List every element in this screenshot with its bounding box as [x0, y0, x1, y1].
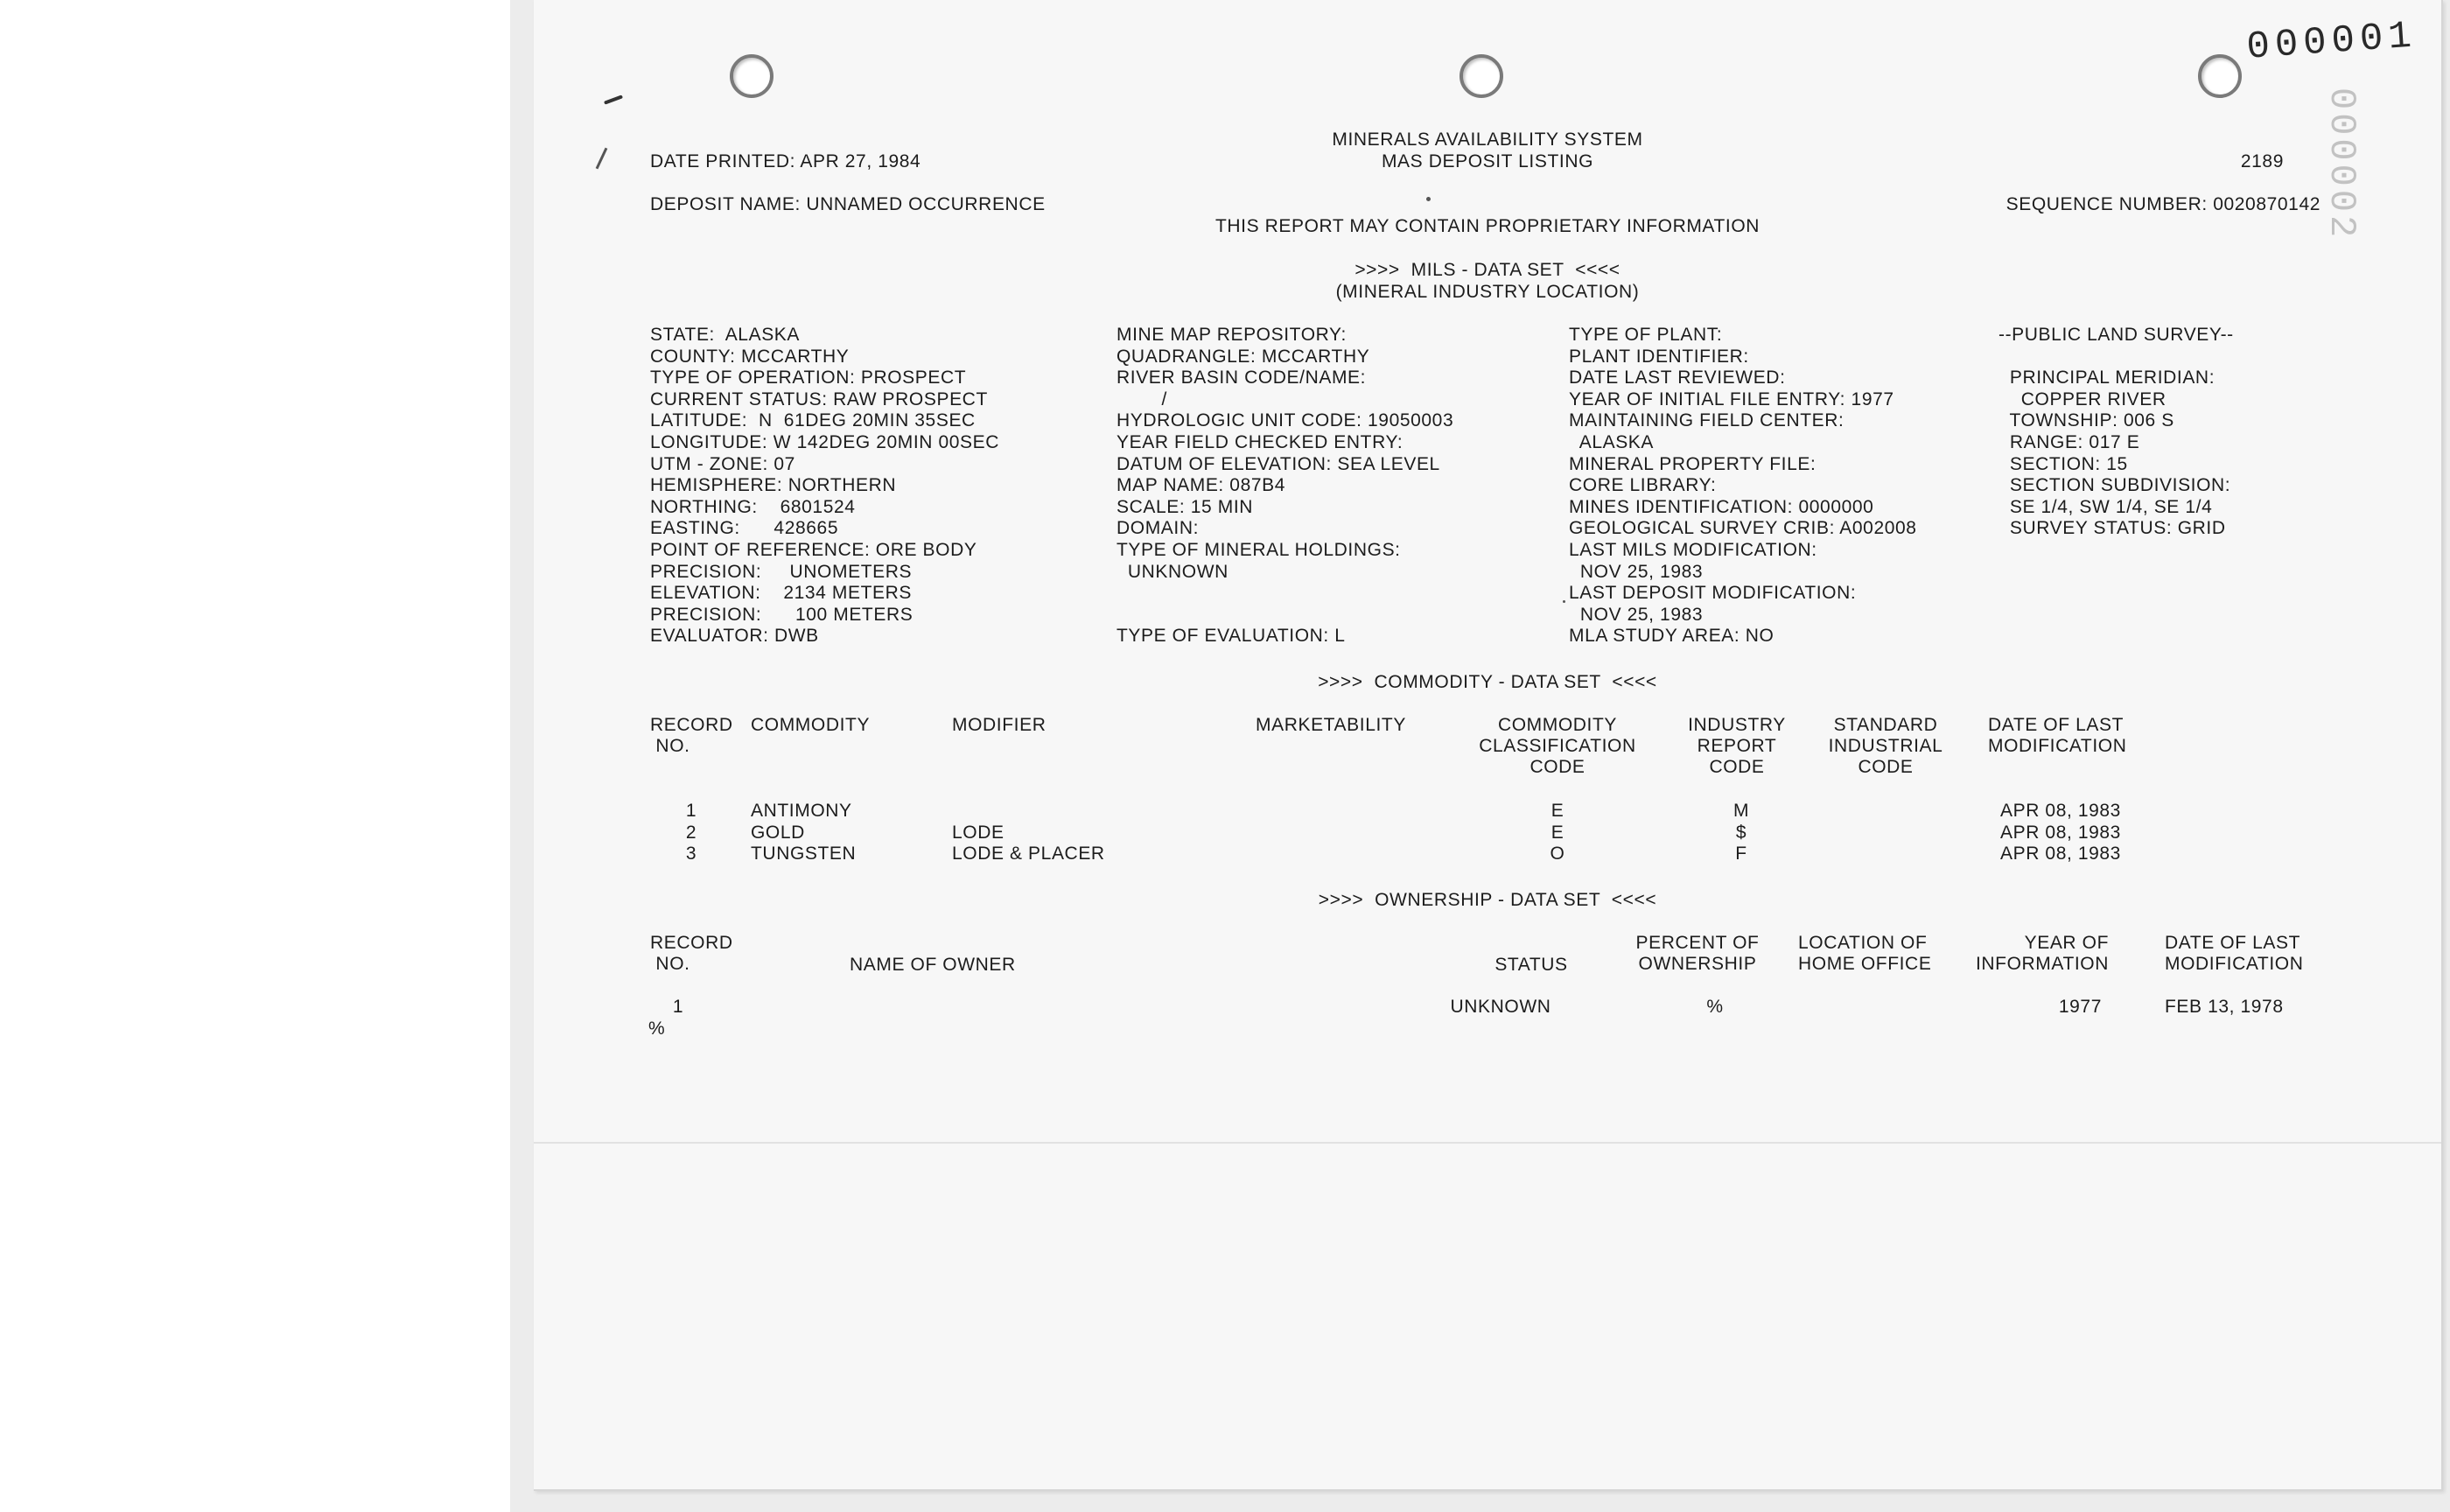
mils-field: HYDROLOGIC UNIT CODE: 19050003 — [1116, 410, 1454, 431]
mils-field: GEOLOGICAL SURVEY CRIB: A002008 — [1569, 518, 1917, 539]
commodity-name: TUNGSTEN — [751, 844, 857, 864]
mils-field: QUADRANGLE: MCCARTHY — [1116, 346, 1370, 367]
record-no: 1 — [672, 997, 684, 1017]
modification-date: APR 08, 1983 — [2000, 822, 2121, 843]
mils-field: TYPE OF PLANT: — [1569, 325, 1723, 345]
modification-date: APR 08, 1983 — [2000, 801, 2121, 821]
mils-field: EVALUATOR: DWB — [650, 626, 819, 647]
mils-field: / — [1116, 388, 1167, 410]
mils-field: ELEVATION: 2134 METERS — [650, 583, 912, 604]
ownership-trailing-mark: % — [648, 1018, 666, 1039]
mils-field: SECTION SUBDIVISION: — [1998, 475, 2231, 496]
mils-field: --PUBLIC LAND SURVEY-- — [1998, 325, 2234, 345]
mils-field: MAINTAINING FIELD CENTER: — [1569, 410, 1844, 431]
proprietary-notice: THIS REPORT MAY CONTAIN PROPRIETARY INFORMATION — [1214, 216, 1760, 236]
mils-field: NORTHING: 6801524 — [650, 496, 856, 517]
listing-title: MAS DEPOSIT LISTING — [1381, 151, 1594, 172]
ownership-header-status: STATUS — [1494, 955, 1568, 975]
ownership-header-year: YEAR OF INFORMATION — [1975, 933, 2109, 974]
mils-field: SE 1/4, SW 1/4, SE 1/4 — [1998, 496, 2213, 517]
mils-field: PLANT IDENTIFIER: — [1569, 346, 1749, 367]
ownership-percent: % — [1706, 997, 1724, 1017]
mils-field: DATE LAST REVIEWED: — [1569, 368, 1786, 388]
mils-field: RANGE: 017 E — [1998, 432, 2140, 452]
stray-dot — [1563, 600, 1565, 603]
mils-field: SCALE: 15 MIN — [1116, 496, 1254, 517]
mils-field: YEAR FIELD CHECKED ENTRY: — [1116, 432, 1404, 452]
classification-code: E — [1550, 822, 1564, 843]
mils-field: MLA STUDY AREA: NO — [1569, 626, 1774, 647]
mils-field: EASTING: 428665 — [650, 518, 839, 539]
sequence-number: SEQUENCE NUMBER: 0020870142 — [2006, 194, 2320, 214]
mils-field: MINE MAP REPOSITORY: — [1116, 325, 1347, 345]
commodity-header-record: RECORD NO. — [650, 715, 733, 756]
page-number: 2189 — [2240, 151, 2284, 172]
mils-field: NOV 25, 1983 — [1569, 604, 1704, 625]
date-printed: DATE PRINTED: APR 27, 1984 — [650, 151, 921, 172]
mils-field: POINT OF REFERENCE: ORE BODY — [650, 540, 977, 560]
industry-report-code: $ — [1735, 822, 1747, 843]
mils-field: SECTION: 15 — [1998, 453, 2128, 474]
ownership-header-owner: NAME OF OWNER — [850, 955, 1016, 975]
ownership-section-title: >>>> OWNERSHIP - DATA SET <<<< — [1318, 890, 1657, 910]
commodity-header-classification: COMMODITY CLASSIFICATION CODE — [1479, 715, 1636, 777]
page-number-stamp: 000001 — [2245, 14, 2418, 70]
mils-field: LAST MILS MODIFICATION: — [1569, 540, 1817, 560]
commodity-modifier: LODE & PLACER — [952, 844, 1105, 864]
commodity-header-date: DATE OF LAST MODIFICATION — [1988, 715, 2127, 756]
mils-field: UTM - ZONE: 07 — [650, 453, 795, 474]
mils-field: DOMAIN: — [1116, 518, 1200, 539]
mils-field: COUNTY: MCCARTHY — [650, 346, 850, 367]
ownership-header-date: DATE OF LAST MODIFICATION — [2165, 933, 2304, 974]
mils-field: STATE: ALASKA — [650, 325, 801, 345]
mils-field: ALASKA — [1569, 432, 1655, 452]
faint-bleedthrough-stamp: 000002 — [2320, 88, 2362, 242]
mils-field: MAP NAME: 087B4 — [1116, 475, 1286, 496]
record-no: 2 — [685, 822, 697, 843]
mils-field: HEMISPHERE: NORTHERN — [650, 475, 897, 496]
mils-field: TYPE OF MINERAL HOLDINGS: — [1116, 540, 1401, 560]
industry-report-code: F — [1735, 844, 1747, 864]
mils-field: DATUM OF ELEVATION: SEA LEVEL — [1116, 453, 1440, 474]
mils-section-subtitle: (MINERAL INDUSTRY LOCATION) — [1335, 282, 1640, 302]
classification-code: O — [1550, 844, 1565, 864]
paper-fold-line — [534, 1142, 2441, 1144]
ownership-header-record: RECORD NO. — [650, 933, 733, 974]
mils-field: YEAR OF INITIAL FILE ENTRY: 1977 — [1569, 388, 1894, 410]
mils-field: LONGITUDE: W 142DEG 20MIN 00SEC — [650, 432, 1000, 452]
mils-field: UNKNOWN — [1116, 561, 1228, 582]
mils-field: TYPE OF EVALUATION: L — [1116, 626, 1346, 647]
commodity-header-industry: INDUSTRY REPORT CODE — [1688, 715, 1786, 777]
mils-field: CORE LIBRARY: — [1569, 475, 1717, 496]
commodity-name: ANTIMONY — [751, 801, 852, 821]
classification-code: E — [1550, 801, 1564, 821]
mils-field: MINERAL PROPERTY FILE: — [1569, 453, 1816, 474]
ownership-header-location: LOCATION OF HOME OFFICE — [1798, 933, 1932, 974]
mils-field: TYPE OF OPERATION: PROSPECT — [650, 368, 967, 388]
mils-field: PRECISION: 100 METERS — [650, 604, 914, 625]
record-no: 3 — [685, 844, 697, 864]
mils-field: LATITUDE: N 61DEG 20MIN 35SEC — [650, 410, 976, 431]
mils-field: CURRENT STATUS: RAW PROSPECT — [650, 388, 988, 410]
mils-field: LAST DEPOSIT MODIFICATION: — [1569, 583, 1857, 604]
commodity-name: GOLD — [751, 822, 805, 843]
mils-field: COPPER RIVER — [1998, 388, 2166, 410]
modification-date: FEB 13, 1978 — [2165, 997, 2284, 1017]
commodity-header-modifier: MODIFIER — [952, 715, 1046, 735]
mils-field: TOWNSHIP: 006 S — [1998, 410, 2174, 431]
mils-field: PRINCIPAL MERIDIAN: — [1998, 368, 2216, 388]
modification-date: APR 08, 1983 — [2000, 844, 2121, 864]
mils-section-title: >>>> MILS - DATA SET <<<< — [1354, 260, 1620, 280]
ownership-header-percent: PERCENT OF OWNERSHIP — [1635, 933, 1760, 974]
punch-hole-right — [2198, 54, 2242, 98]
mils-field: MINES IDENTIFICATION: 0000000 — [1569, 496, 1874, 517]
deposit-name: DEPOSIT NAME: UNNAMED OCCURRENCE — [650, 194, 1046, 214]
mils-field: RIVER BASIN CODE/NAME: — [1116, 368, 1367, 388]
punch-hole-left — [730, 54, 774, 98]
commodity-section-title: >>>> COMMODITY - DATA SET <<<< — [1318, 672, 1657, 692]
commodity-header-commodity: COMMODITY — [751, 715, 871, 735]
commodity-modifier: LODE — [952, 822, 1004, 843]
punch-hole-center — [1460, 54, 1503, 98]
mils-field: NOV 25, 1983 — [1569, 561, 1704, 582]
information-year: 1977 — [2058, 997, 2102, 1017]
system-title: MINERALS AVAILABILITY SYSTEM — [1332, 130, 1643, 150]
mils-field: PRECISION: UNOMETERS — [650, 561, 913, 582]
record-no: 1 — [685, 801, 697, 821]
commodity-header-sic: STANDARD INDUSTRIAL CODE — [1828, 715, 1943, 777]
industry-report-code: M — [1732, 801, 1750, 821]
commodity-header-marketability: MARKETABILITY — [1256, 715, 1406, 735]
owner-status: UNKNOWN — [1450, 997, 1551, 1017]
mils-field: SURVEY STATUS: GRID — [1998, 518, 2226, 539]
stray-dot — [1426, 197, 1431, 201]
